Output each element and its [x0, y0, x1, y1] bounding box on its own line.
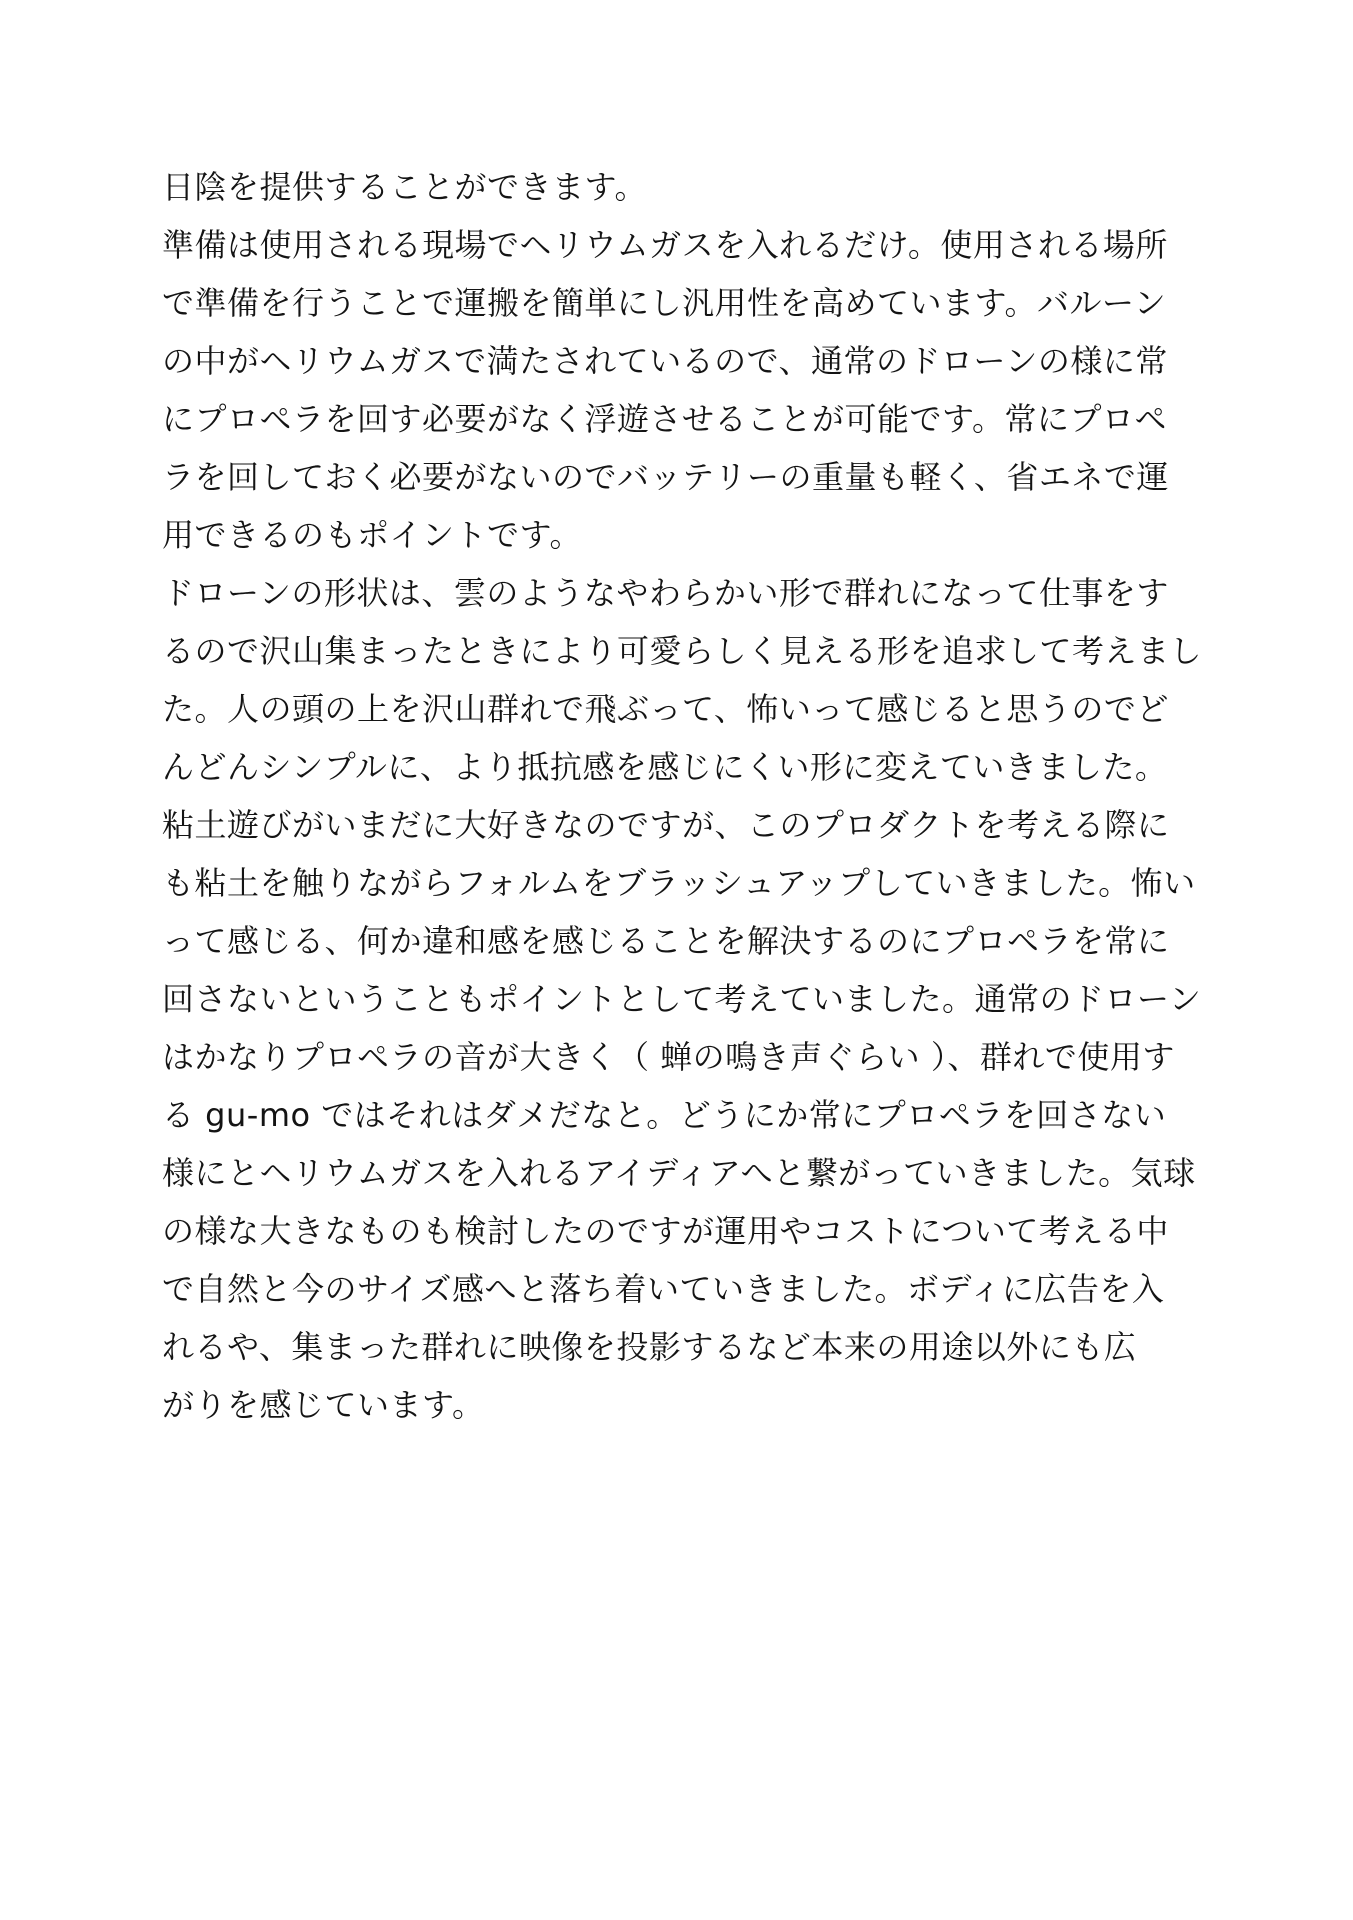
text-line: がりを感じています。: [162, 1386, 485, 1424]
text-line: はかなりプロペラの音が大きく（ 蝉の鳴き声ぐらい ）、群れで使用す: [162, 1038, 1175, 1076]
text-line: の中がヘリウムガスで満たされているので、通常のドローンの様に常: [162, 342, 1168, 380]
text-line: で自然と今のサイズ感へと落ち着いていきました。ボディに広告を入: [162, 1270, 1165, 1308]
text-line: で準備を行うことで運搬を簡単にし汎用性を高めています。バルーン: [162, 284, 1167, 322]
text-line: んどんシンプルに、より抵抗感を感じにくい形に変えていきました。: [162, 748, 1168, 786]
text-line: ドローンの形状は、雲のようなやわらかい形で群れになって仕事をす: [162, 574, 1169, 612]
text-line: 用できるのもポイントです。: [162, 516, 582, 554]
text-line: 粘土遊びがいまだに大好きなのですが、このプロダクトを考える際に: [162, 806, 1170, 844]
text-line: 準備は使用される現場でヘリウムガスを入れるだけ。使用される場所: [162, 226, 1168, 264]
text-line: ラを回しておく必要がないのでバッテリーの重量も軽く、省エネで運: [162, 458, 1169, 496]
text-line: 回さないということもポイントとして考えていました。通常のドローン: [162, 980, 1202, 1018]
text-line: 様にとヘリウムガスを入れるアイディアへと繋がっていきました。気球: [162, 1154, 1196, 1192]
body-text: [162, 158, 1202, 1434]
text-line: るので沢山集まったときにより可愛らしく見える形を追求して考えまし: [162, 632, 1202, 670]
text-line: た。人の頭の上を沢山群れで飛ぶって、怖いって感じると思うのでど: [162, 690, 1169, 728]
text-line: って感じる、何か違和感を感じることを解決するのにプロペラを常に: [162, 922, 1170, 960]
text-line: にプロペラを回す必要がなく浮遊させることが可能です。常にプロペ: [162, 400, 1167, 438]
text-line: 日陰を提供することができます。: [162, 168, 647, 206]
text-line: の様な大きなものも検討したのですが運用やコストについて考える中: [162, 1212, 1169, 1250]
text-line: も粘土を触りながらフォルムをブラッシュアップしていきました。怖い: [162, 864, 1196, 902]
text-line: れるや、集まった群れに映像を投影するなど本来の用途以外にも広: [162, 1328, 1137, 1366]
text-line: る gu-mo ではそれはダメだなと。どうにか常にプロペラを回さない: [162, 1096, 1167, 1134]
